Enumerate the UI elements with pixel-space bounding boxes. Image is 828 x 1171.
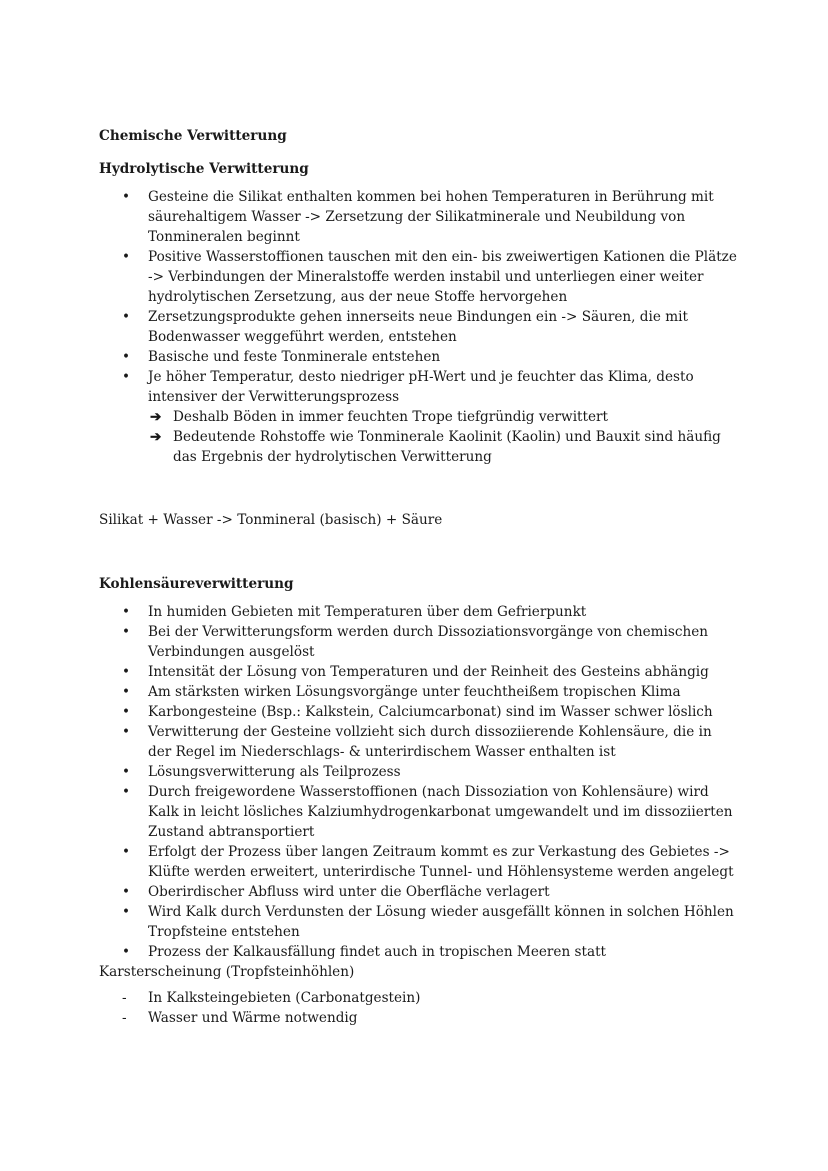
section-heading-hydrolytic: Hydrolytische Verwitterung xyxy=(99,161,309,177)
bullet-icon: • xyxy=(122,944,131,960)
reaction-formula: Silikat + Wasser -> Tonmineral (basisch) + Säure xyxy=(99,512,443,528)
document-page xyxy=(99,126,739,1028)
list-item: • Oberirdischer Abfluss wird unter die Oberfläche verlagert xyxy=(122,884,550,900)
list-item: • Positive Wasserstoffionen tauschen mit den ein- bis zweiwertigen Kationen die Plätze -> Verbindungen der Mineralstoffe werden instabil und unterliegen einer weiter hydrolytischen Zersetzung, aus der neue Stoffe hervorgehen xyxy=(122,249,737,305)
sublist-item: ➔ Bedeutende Rohstoffe wie Tonminerale Kaolinit (Kaolin) und Bauxit sind häufig das Ergebnis der hydrolytischen Verwitterung xyxy=(150,429,721,465)
list-item: • Am stärksten wirken Lösungsvorgänge unter feuchtheißem tropischen Klima xyxy=(122,684,681,700)
section-heading-carbonic-acid: Kohlensäureverwitterung xyxy=(99,576,294,592)
list-item: • Prozess der Kalkausfällung findet auch in tropischen Meeren statt xyxy=(122,944,606,960)
list-item: - In Kalksteingebieten (Carbonatgestein) xyxy=(122,990,421,1006)
arrow-right-icon: ➔ xyxy=(150,409,162,425)
bullet-icon: • xyxy=(122,884,131,900)
list-item: • Intensität der Lösung von Temperaturen und der Reinheit des Gesteins abhängig xyxy=(122,664,709,680)
sublist-item: ➔ Deshalb Böden in immer feuchten Trope tiefgründig verwittert xyxy=(150,409,608,425)
bullet-icon: • xyxy=(122,664,131,680)
list-item: • Wird Kalk durch Verdunsten der Lösung wieder ausgefällt können in solchen Höhlen Tropfsteine entstehen xyxy=(122,904,734,940)
bullet-icon: • xyxy=(122,724,131,740)
bullet-icon: • xyxy=(122,844,131,860)
bullet-icon: • xyxy=(122,624,131,640)
list-item: • Je höher Temperatur, desto niedriger pH-Wert und je feuchter das Klima, desto intensiver der Verwitterungsprozess ➔ Deshalb Böden in immer feuchten Trope tiefgründig verwittert ➔ Bedeutende Rohstoffe wie Tonminerale Kaolinit (Kaolin) und Bauxit sind häufig das Ergebnis der hydrolytischen Verwitterung xyxy=(99,367,739,467)
list-item: • Lösungsverwitterung als Teilprozess xyxy=(122,764,401,780)
list-item: - Wasser und Wärme notwendig xyxy=(122,1010,358,1026)
list-item: • Erfolgt der Prozess über langen Zeitraum kommt es zur Verkastung des Gebietes -> Klüfte werden erweitert, unterirdische Tunnel- und Höhlensysteme werden angelegt xyxy=(122,844,734,880)
document-title: Chemische Verwitterung xyxy=(99,128,287,144)
arrow-right-icon: ➔ xyxy=(150,429,162,445)
carbonic-acid-bullet-list xyxy=(99,602,739,962)
bullet-icon: • xyxy=(122,349,131,365)
bullet-icon: • xyxy=(122,369,131,385)
dash-icon: - xyxy=(122,990,127,1006)
bullet-icon: • xyxy=(122,904,131,920)
arrow-sublist xyxy=(148,407,739,467)
bullet-icon: • xyxy=(122,249,131,265)
bullet-icon: • xyxy=(122,309,131,325)
list-item: • In humiden Gebieten mit Temperaturen über dem Gefrierpunkt xyxy=(122,604,587,620)
list-item: • Zersetzungsprodukte gehen innerseits neue Bindungen ein -> Säuren, die mit Bodenwasser weggeführt werden, entstehen xyxy=(122,309,688,345)
bullet-icon: • xyxy=(122,784,131,800)
karst-dash-list xyxy=(99,988,739,1028)
list-item: • Durch freigewordene Wasserstoffionen (nach Dissoziation von Kohlensäure) wird Kalk in leicht lösliches Kalziumhydrogenkarbonat umgewandelt und im dissoziierten Zustand abtransportiert xyxy=(122,784,733,840)
list-item: • Gesteine die Silikat enthalten kommen bei hohen Temperaturen in Berührung mit säurehaltigem Wasser -> Zersetzung der Silikatminerale und Neubildung von Tonmineralen beginnt xyxy=(122,189,714,245)
bullet-icon: • xyxy=(122,764,131,780)
dash-icon: - xyxy=(122,1010,127,1026)
section-heading-karst: Karsterscheinung (Tropfsteinhöhlen) xyxy=(99,964,355,980)
bullet-icon: • xyxy=(122,189,131,205)
list-item: • Bei der Verwitterungsform werden durch Dissoziationsvorgänge von chemischen Verbindungen ausgelöst xyxy=(122,624,709,660)
list-item: • Verwitterung der Gesteine vollzieht sich durch dissoziierende Kohlensäure, die in der Regel im Niederschlags- & unterirdischem Wasser enthalten ist xyxy=(122,724,712,760)
bullet-icon: • xyxy=(122,604,131,620)
list-item: • Karbongesteine (Bsp.: Kalkstein, Calciumcarbonat) sind im Wasser schwer löslich xyxy=(122,704,713,720)
hydrolytic-bullet-list xyxy=(99,187,739,467)
bullet-icon: • xyxy=(122,704,131,720)
bullet-icon: • xyxy=(122,684,131,700)
list-item: • Basische und feste Tonminerale entstehen xyxy=(122,349,441,365)
